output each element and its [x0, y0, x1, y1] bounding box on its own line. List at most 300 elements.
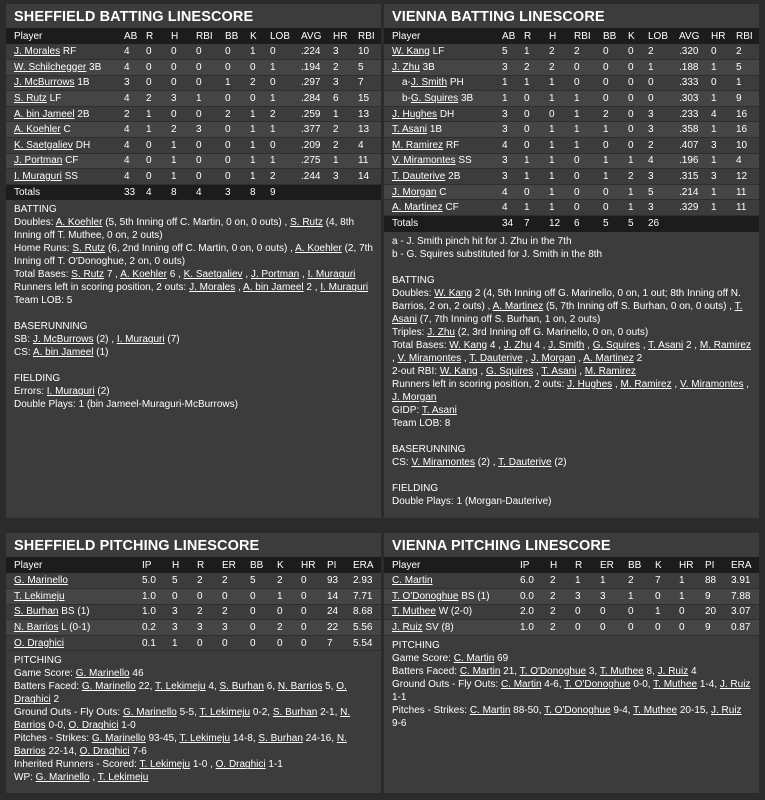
- stat-cell: [679, 216, 711, 232]
- stat-cell: 1: [549, 138, 574, 154]
- player-link[interactable]: W. Kang: [434, 287, 473, 299]
- stat-cell: 93: [327, 573, 353, 589]
- player-link[interactable]: T. O'Donoghue: [392, 590, 459, 602]
- column-header: Player: [6, 557, 142, 573]
- batting-table: [6, 28, 381, 200]
- player-link[interactable]: O. Draghici: [68, 720, 119, 732]
- stat-cell: 1: [171, 169, 196, 185]
- stat-cell: 1: [250, 106, 270, 122]
- stat-cell: 0: [628, 620, 655, 636]
- table-row: [6, 604, 381, 620]
- stat-cell: 0: [196, 169, 225, 185]
- stat-cell: 4: [502, 138, 524, 154]
- vienna-batting-panel: [384, 4, 759, 518]
- stat-cell: 1: [196, 91, 225, 107]
- stat-cell: 0: [679, 604, 705, 620]
- player-link[interactable]: J. Ruiz: [657, 665, 689, 677]
- player-link[interactable]: A. Koehler: [14, 124, 61, 136]
- stat-cell: 1: [711, 122, 736, 138]
- stat-cell: 3: [648, 106, 679, 122]
- player-link[interactable]: S. Burhan: [272, 707, 318, 719]
- stat-cell: 1: [250, 153, 270, 169]
- stat-cell: 5: [736, 60, 759, 76]
- go-fo-line: Ground Outs - Fly Outs: G. Marinello 5-5, T. Lekimeju 0-2, S. Burhan 2-1, N. Barrios 0-0, O. Draghici 1-0: [14, 707, 351, 732]
- player-link[interactable]: N. Barrios: [14, 733, 347, 758]
- player-link[interactable]: O. Draghici: [14, 637, 65, 649]
- errors-line: Errors: I. Muraguri (2): [14, 386, 110, 398]
- stat-cell: 11: [358, 153, 381, 169]
- stat-cell: 0: [574, 75, 603, 91]
- stat-cell: .259: [301, 106, 333, 122]
- sub-note: b - G. Squires substituted for J. Smith in the 8th: [392, 248, 603, 260]
- player-link[interactable]: W. Schilchegger: [14, 61, 87, 73]
- player-link[interactable]: T. Asani: [421, 404, 457, 416]
- stat-cell: 0: [171, 106, 196, 122]
- player-link[interactable]: N. Barrios: [14, 707, 351, 732]
- player-link[interactable]: T. Muthee: [599, 665, 644, 677]
- player-link[interactable]: T. Asani: [392, 300, 743, 325]
- player-link[interactable]: C. Martin: [500, 678, 542, 690]
- player-link[interactable]: I. Muraguri: [14, 171, 62, 183]
- position: 2B: [448, 171, 461, 183]
- player-link[interactable]: T. O'Donoghue: [564, 678, 631, 690]
- player-link[interactable]: T. Dauterive: [498, 456, 552, 468]
- column-header: ER: [600, 557, 628, 573]
- player-link[interactable]: G. Marinello: [14, 575, 68, 587]
- stat-cell: 0: [628, 91, 648, 107]
- stat-cell: 2: [277, 573, 301, 589]
- stat-cell: 2: [550, 620, 575, 636]
- section-heading: BATTING: [392, 274, 435, 286]
- decision: BS (1): [461, 590, 490, 602]
- player-link[interactable]: J. Portman: [14, 155, 63, 167]
- stat-cell: 1: [736, 75, 759, 91]
- column-header: R: [524, 28, 549, 44]
- player-link[interactable]: G. Marinello: [75, 668, 130, 680]
- player-link[interactable]: A. Martinez: [583, 352, 634, 364]
- stat-cell: 26: [648, 216, 679, 232]
- player-cell: [384, 604, 520, 620]
- stat-cell: 1: [333, 153, 358, 169]
- stat-cell: 2: [574, 44, 603, 60]
- stat-cell: 0: [603, 91, 628, 107]
- section-heading: FIELDING: [392, 482, 439, 494]
- player-link[interactable]: W. Kang: [392, 46, 430, 58]
- stat-cell: 2: [171, 122, 196, 138]
- player-link[interactable]: A. Koehler: [55, 217, 103, 229]
- player-link[interactable]: T. Muthee: [392, 606, 436, 618]
- player-link[interactable]: A. bin Jameel: [14, 108, 75, 120]
- stat-cell: 0: [225, 169, 250, 185]
- player-link[interactable]: N. Barrios: [277, 681, 323, 693]
- stat-cell: 0: [600, 604, 628, 620]
- player-link[interactable]: G. Squires: [410, 93, 459, 105]
- stat-cell: 14: [327, 589, 353, 605]
- cs-line: CS: V. Miramontes (2) , T. Dauterive (2): [392, 456, 567, 468]
- player-link[interactable]: S. Rutz: [71, 269, 105, 281]
- player-link[interactable]: I. Muraguri: [116, 334, 165, 346]
- player-link[interactable]: C. Martin: [392, 575, 433, 587]
- stat-cell: 3: [196, 122, 225, 138]
- player-link[interactable]: S. Burhan: [14, 606, 59, 618]
- stat-cell: 12: [736, 169, 759, 185]
- stat-cell: 0: [574, 200, 603, 216]
- section-heading: BASERUNNING: [392, 443, 466, 455]
- game-score-line: Game Score: C. Martin 69: [392, 652, 509, 664]
- stat-cell: 10: [358, 44, 381, 60]
- stat-cell: 7: [358, 75, 381, 91]
- stat-cell: 4: [502, 200, 524, 216]
- stat-cell: 1: [549, 122, 574, 138]
- stat-cell: 3: [197, 620, 222, 636]
- player-link[interactable]: J. Zhu: [503, 339, 532, 351]
- column-header: R: [575, 557, 600, 573]
- position: 1B: [77, 77, 90, 89]
- stat-cell: 3: [711, 138, 736, 154]
- stat-cell: 4: [648, 153, 679, 169]
- stat-cell: 1: [524, 153, 549, 169]
- player-link[interactable]: G. Marinello: [81, 681, 136, 693]
- stat-cell: 0: [196, 106, 225, 122]
- player-link[interactable]: I. Muraguri: [320, 282, 369, 294]
- table-row: [6, 169, 381, 185]
- stat-cell: 0: [270, 44, 301, 60]
- player-link[interactable]: J. Hughes: [567, 378, 613, 390]
- player-cell: [6, 589, 142, 605]
- stat-cell: 0: [225, 60, 250, 76]
- player-link[interactable]: M. Ramirez: [620, 378, 672, 390]
- player-link[interactable]: J. Zhu: [427, 326, 455, 338]
- stat-cell: 0: [270, 138, 301, 154]
- player-link[interactable]: T. Muthee: [633, 704, 678, 716]
- stat-cell: 3: [575, 589, 600, 605]
- stat-cell: 3: [225, 184, 250, 200]
- stat-cell: .358: [679, 122, 711, 138]
- player-link[interactable]: A. Martinez: [392, 202, 443, 214]
- player-link[interactable]: N. Barrios: [14, 622, 59, 634]
- stat-cell: 0: [225, 91, 250, 107]
- totals-row: [384, 216, 759, 232]
- stat-cell: 7: [524, 216, 549, 232]
- player-link[interactable]: T. Asani: [392, 124, 428, 136]
- stat-cell: 0: [603, 138, 628, 154]
- stat-cell: 12: [549, 216, 574, 232]
- stat-cell: 0: [277, 604, 301, 620]
- column-header: HR: [301, 557, 327, 573]
- stat-cell: .377: [301, 122, 333, 138]
- player-link[interactable]: T. Lekimeju: [155, 681, 206, 693]
- pitching-notes: [384, 636, 759, 730]
- player-link[interactable]: J. Ruiz: [711, 704, 742, 716]
- stat-cell: 1: [549, 184, 574, 200]
- player-link[interactable]: J. McBurrows: [32, 334, 94, 346]
- player-link[interactable]: S. Rutz: [14, 93, 47, 105]
- stat-cell: 1: [549, 169, 574, 185]
- player-link[interactable]: V. Miramontes: [679, 378, 744, 390]
- stat-cell: 4: [124, 122, 146, 138]
- stat-cell: 0: [146, 75, 171, 91]
- player-link[interactable]: A. Koehler: [120, 269, 167, 281]
- player-link[interactable]: M. Ramirez: [584, 365, 636, 377]
- team-lob: Team LOB: 8: [392, 417, 451, 429]
- stat-cell: 2.93: [353, 573, 381, 589]
- stat-cell: 0: [603, 75, 628, 91]
- player-link[interactable]: O. Draghici: [14, 681, 347, 706]
- player-link[interactable]: J. Ruiz: [392, 622, 423, 634]
- player-link[interactable]: T. Asani: [541, 365, 577, 377]
- player-link[interactable]: T. Lekimeju: [179, 733, 231, 745]
- player-link[interactable]: T. Lekimeju: [97, 772, 149, 784]
- stat-cell: 1: [333, 106, 358, 122]
- stat-cell: 5: [358, 60, 381, 76]
- stat-cell: 1: [250, 44, 270, 60]
- column-header: RBI: [736, 28, 759, 44]
- player-cell: [384, 169, 502, 185]
- player-link[interactable]: W. Kang: [439, 365, 478, 377]
- batters-faced-line: Batters Faced: C. Martin 21, T. O'Donoghue 3, T. Muthee 8, J. Ruiz 4: [392, 665, 697, 677]
- player-link[interactable]: K. Saetgaliev: [183, 269, 243, 281]
- stat-cell: 0: [225, 122, 250, 138]
- stat-cell: 6: [333, 91, 358, 107]
- player-link[interactable]: J. Smith: [548, 339, 585, 351]
- player-link[interactable]: G. Squires: [485, 365, 534, 377]
- player-link[interactable]: S. Burhan: [258, 733, 303, 745]
- player-link[interactable]: T. Muthee: [653, 678, 698, 690]
- player-link[interactable]: G. Squires: [592, 339, 640, 351]
- decision: SV (8): [425, 622, 454, 634]
- stat-cell: 2: [270, 169, 301, 185]
- stat-cell: 1: [628, 200, 648, 216]
- stat-cell: 0: [196, 44, 225, 60]
- stat-cell: 9: [736, 91, 759, 107]
- stat-cell: 4: [124, 169, 146, 185]
- table-row: [6, 122, 381, 138]
- column-header: Player: [6, 28, 124, 44]
- position: SS: [64, 171, 78, 183]
- player-link[interactable]: J. Hughes: [392, 108, 438, 120]
- stat-cell: 0: [575, 620, 600, 636]
- stat-cell: 1: [679, 573, 705, 589]
- stat-cell: 1: [574, 138, 603, 154]
- player-link[interactable]: G. Marinello: [35, 772, 90, 784]
- stat-cell: 3: [648, 200, 679, 216]
- player-link[interactable]: V. Miramontes: [411, 456, 475, 468]
- table-header-row: [6, 557, 381, 573]
- player-link[interactable]: J. Morales: [189, 282, 236, 294]
- stat-cell: 6: [574, 216, 603, 232]
- stat-cell: 0: [574, 169, 603, 185]
- stat-cell: 2: [333, 122, 358, 138]
- player-link[interactable]: O. Draghici: [79, 746, 130, 758]
- player-link[interactable]: T. Lekimeju: [139, 759, 191, 771]
- column-header: Player: [384, 28, 502, 44]
- stat-cell: 1: [711, 153, 736, 169]
- player-link[interactable]: A. Koehler: [295, 243, 342, 255]
- stat-cell: 1: [270, 60, 301, 76]
- stat-cell: 3.91: [731, 573, 759, 589]
- stat-cell: 7.88: [731, 589, 759, 605]
- player-cell: [384, 44, 502, 60]
- player-link[interactable]: T. Dauterive: [469, 352, 523, 364]
- stat-cell: 11: [736, 184, 759, 200]
- player-link[interactable]: W. Kang: [449, 339, 488, 351]
- stat-cell: 5: [172, 573, 197, 589]
- table-row: [6, 75, 381, 91]
- player-link[interactable]: A. bin Jameel: [243, 282, 304, 294]
- stat-cell: 1: [603, 122, 628, 138]
- stat-cell: 3: [333, 169, 358, 185]
- triples-line: Triples: J. Zhu (2, 3rd Inning off G. Marinello, 0 on, 0 outs): [392, 326, 649, 338]
- stat-cell: 3: [502, 106, 524, 122]
- column-header: K: [655, 557, 679, 573]
- position: PH: [449, 77, 464, 89]
- stat-cell: 1: [524, 44, 549, 60]
- table-row: [6, 106, 381, 122]
- stat-cell: 5.0: [142, 573, 172, 589]
- table-row: [384, 106, 759, 122]
- player-link[interactable]: J. Morales: [14, 46, 61, 58]
- pitching-notes: [6, 651, 381, 784]
- stat-cell: 11: [736, 200, 759, 216]
- stat-cell: .244: [301, 169, 333, 185]
- doubles-line: Doubles: A. Koehler (5, 5th Inning off C. Martin, 0 on, 0 outs) , S. Rutz (4, 8th Inning off T. Muthee, 0 on, 2 outs): [14, 217, 355, 242]
- stat-cell: 5: [628, 216, 648, 232]
- stat-cell: 2: [550, 589, 575, 605]
- player-link[interactable]: T. O'Donoghue: [519, 665, 587, 677]
- stat-cell: 3: [502, 153, 524, 169]
- player-link[interactable]: S. Rutz: [290, 217, 323, 229]
- stat-cell: 1: [277, 589, 301, 605]
- stat-cell: 0: [171, 44, 196, 60]
- player-link[interactable]: J. Morgan: [392, 186, 437, 198]
- section-heading: PITCHING: [14, 655, 62, 667]
- stat-cell: 3: [172, 604, 197, 620]
- player-link[interactable]: A. Martinez: [492, 300, 544, 312]
- stat-cell: 8.68: [353, 604, 381, 620]
- stat-cell: 13: [358, 122, 381, 138]
- table-row: [384, 169, 759, 185]
- pitches-strikes-line: Pitches - Strikes: G. Marinello 93-45, T. Lekimeju 14-8, S. Burhan 24-16, N. Barrios 22-14, O. Draghici 7-6: [14, 733, 347, 758]
- player-link[interactable]: I. Muraguri: [46, 386, 95, 398]
- stat-cell: 2: [270, 106, 301, 122]
- player-link[interactable]: J. McBurrows: [14, 77, 75, 89]
- player-link[interactable]: M. Ramirez: [699, 339, 751, 351]
- player-link[interactable]: T. Lekimeju: [199, 707, 251, 719]
- batters-faced-line: Batters Faced: G. Marinello 22, T. Lekimeju 4, S. Burhan 6, N. Barrios 5, O. Draghici 2: [14, 681, 347, 706]
- stat-cell: 0: [655, 589, 679, 605]
- stat-cell: 1.0: [520, 620, 550, 636]
- stat-cell: 0: [301, 573, 327, 589]
- stat-cell: 1.0: [142, 604, 172, 620]
- stat-cell: 4: [124, 44, 146, 60]
- stat-cell: 15: [358, 91, 381, 107]
- player-link[interactable]: J. Zhu: [392, 61, 420, 73]
- player-link[interactable]: C. Martin: [469, 704, 511, 716]
- player-link[interactable]: J. Portman: [250, 269, 300, 281]
- stat-cell: 3.07: [731, 604, 759, 620]
- vienna-pitching-panel: [384, 533, 759, 793]
- player-cell: [384, 122, 502, 138]
- player-link[interactable]: C. Martin: [453, 652, 495, 664]
- column-header: H: [171, 28, 196, 44]
- player-link[interactable]: I. Muraguri: [307, 269, 356, 281]
- player-link[interactable]: V. Miramontes: [392, 155, 456, 167]
- game-score-line: Game Score: G. Marinello 46: [14, 668, 144, 680]
- stat-cell: 0: [524, 184, 549, 200]
- stat-cell: 0: [575, 604, 600, 620]
- stat-cell: 5: [250, 573, 277, 589]
- table-header-row: [6, 28, 381, 44]
- stat-cell: 0: [603, 184, 628, 200]
- column-header: H: [172, 557, 197, 573]
- player-cell: [6, 91, 124, 107]
- stat-cell: 1: [628, 153, 648, 169]
- player-link[interactable]: J. Smith: [410, 77, 448, 89]
- player-link[interactable]: M. Ramirez: [392, 139, 444, 151]
- stat-cell: 1: [270, 91, 301, 107]
- player-link[interactable]: T. O'Donoghue: [544, 704, 611, 716]
- player-cell: [6, 604, 142, 620]
- column-header: R: [197, 557, 222, 573]
- stat-cell: 0.87: [731, 620, 759, 636]
- double-plays-line: Double Plays: 1 (Morgan-Dauterive): [392, 495, 552, 507]
- stat-cell: 5.54: [353, 635, 381, 651]
- stat-cell: 2: [648, 138, 679, 154]
- player-cell: [384, 153, 502, 169]
- player-link[interactable]: C. Martin: [459, 665, 501, 677]
- player-link[interactable]: T. Lekimeju: [14, 590, 65, 602]
- player-link[interactable]: J. Morgan: [392, 391, 437, 403]
- stat-cell: 0: [655, 620, 679, 636]
- player-link[interactable]: G. Marinello: [91, 733, 146, 745]
- stat-cell: 1: [574, 106, 603, 122]
- player-cell: [6, 153, 124, 169]
- decision: BS (1): [61, 606, 90, 618]
- table-row: [384, 44, 759, 60]
- player-link[interactable]: T. Asani: [648, 339, 684, 351]
- stat-cell: 0: [603, 60, 628, 76]
- position: 2B: [77, 108, 90, 120]
- player-link[interactable]: O. Draghici: [215, 759, 266, 771]
- player-link[interactable]: S. Rutz: [72, 243, 106, 255]
- player-link[interactable]: T. Dauterive: [392, 171, 446, 183]
- stat-cell: 1: [648, 60, 679, 76]
- player-link[interactable]: G. Marinello: [122, 707, 177, 719]
- column-header: HR: [679, 557, 705, 573]
- player-link[interactable]: V. Miramontes: [397, 352, 462, 364]
- stat-cell: 2: [628, 573, 655, 589]
- column-header: BB: [225, 28, 250, 44]
- section-heading: FIELDING: [14, 373, 61, 385]
- table-row: [384, 75, 759, 91]
- section-heading: PITCHING: [392, 639, 440, 651]
- stat-cell: 2: [225, 106, 250, 122]
- section-heading: BASERUNNING: [14, 321, 88, 333]
- stat-cell: [736, 216, 759, 232]
- stat-cell: 2: [277, 620, 301, 636]
- stat-cell: 4: [711, 106, 736, 122]
- stat-cell: 3: [124, 75, 146, 91]
- player-link[interactable]: A. bin Jameel: [32, 347, 94, 359]
- doubles-line: Doubles: W. Kang 2 (4, 5th Inning off G. Marinello, 0 on, 1 out; 8th Inning off N. Barrios, 2 on, 2 outs) , A. Martinez (5, 7th Inning off S. Burhan, 0 on, 0 outs) , T. Asani (7, 7th Inning off S. Burhan, 1 on, 2 outs): [392, 287, 743, 325]
- player-link[interactable]: K. Saetgaliev: [14, 139, 73, 151]
- panel-title: VIENNA BATTING LINESCORE: [392, 9, 605, 25]
- player-link[interactable]: J. Ruiz: [719, 678, 751, 690]
- player-link[interactable]: J. Morgan: [530, 352, 576, 364]
- stat-cell: 0: [222, 635, 250, 651]
- player-link[interactable]: S. Burhan: [219, 681, 264, 693]
- stat-cell: 1: [628, 184, 648, 200]
